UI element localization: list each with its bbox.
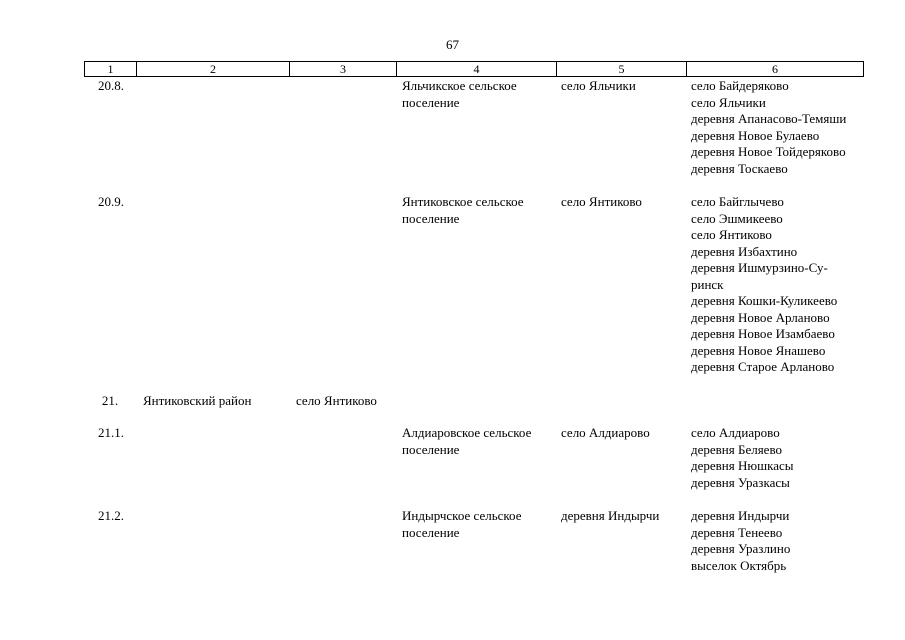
row-number: 21.1. (98, 425, 124, 440)
settlement-name: Яльчикское сельское поселение (402, 78, 517, 110)
column-4-header: 4 (397, 62, 557, 77)
settlement-center: село Янтиково (561, 194, 642, 209)
settlement-name: Алдиаровское сельское поселение (402, 425, 532, 457)
settlement-name: Янтиковское сельское поселение (402, 194, 524, 226)
settlement-name: Индырчское сельское поселение (402, 508, 522, 540)
settlement-center: село Алдиарово (561, 425, 650, 440)
localities-list: село Алдиарово деревня Беляево деревня Нюшкасы деревня Уразкасы (691, 425, 794, 490)
column-number-header (84, 61, 864, 77)
column-5-header: 5 (557, 62, 687, 77)
district-center: село Янтиково (296, 393, 377, 408)
settlement-center: деревня Индырчи (561, 508, 660, 523)
column-1-header: 1 (85, 62, 137, 77)
settlement-center: село Яльчики (561, 78, 636, 93)
column-3-header: 3 (290, 62, 397, 77)
column-2-header: 2 (137, 62, 290, 77)
localities-list: деревня Индырчи деревня Тенеево деревня Уразлино выселок Октябрь (691, 508, 791, 573)
column-6-header: 6 (687, 62, 864, 77)
row-number: 21.2. (98, 508, 124, 523)
district-name: Янтиковский район (143, 393, 252, 408)
row-number: 21. (101, 393, 119, 408)
localities-list: село Байглычево село Эшмикеево село Янтиково деревня Избахтино деревня Ишмурзино-Су- ринск деревня Кошки-Куликеево деревня Новое Арланово деревня Новое Изамбаево деревня Новое Янашево деревня Старое Арланово (691, 194, 838, 374)
page-number: 67 (446, 37, 459, 52)
row-number: 20.9. (98, 194, 124, 209)
localities-list: село Байдеряково село Яльчики деревня Апанасово-Темяши деревня Новое Булаево деревня Новое Тойдеряково деревня Тоскаево (691, 78, 847, 176)
row-number: 20.8. (98, 78, 124, 93)
